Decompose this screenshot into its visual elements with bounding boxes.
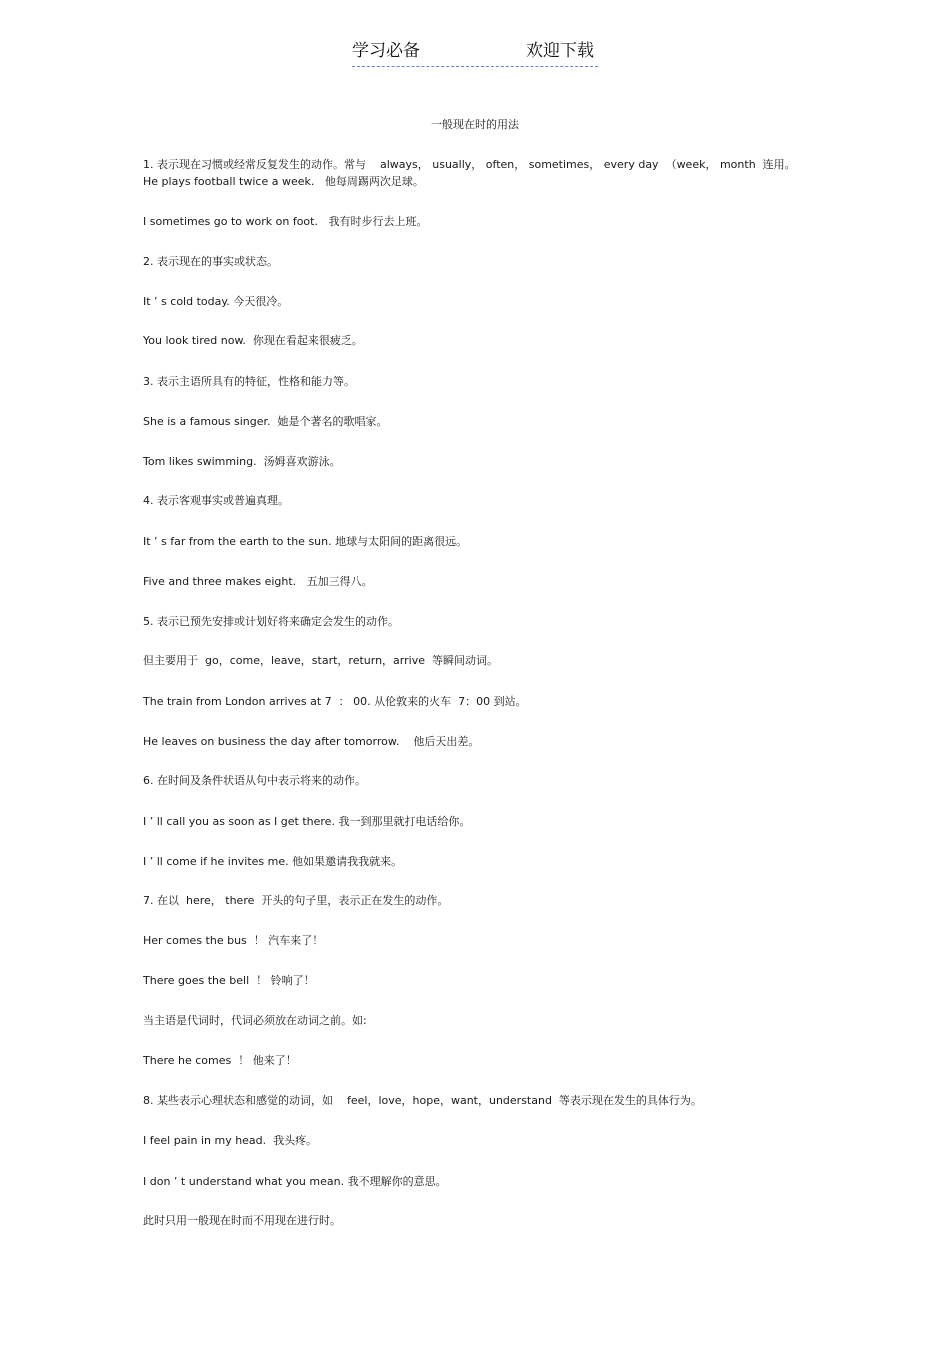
text-line: Tom likes swimming. 汤姆喜欢游泳。 [143,455,341,468]
document-title: 一般现在时的用法 [431,118,519,131]
text-line: 7. 在以 here， there 开头的句子里，表示正在发生的动作。 [143,894,449,907]
text-line: I ’ ll call you as soon as I get there. 我一到那里就打电话给你。 [143,815,471,828]
text-line: He leaves on business the day after tomorrow. 他后天出差。 [143,735,480,748]
text-line: 5. 表示已预先安排或计划好将来确定会发生的动作。 [143,615,399,628]
text-line: 2. 表示现在的事实或状态。 [143,255,278,268]
text-line: 6. 在时间及条件状语从句中表示将来的动作。 [143,774,366,787]
text-line: You look tired now. 你现在看起来很疲乏。 [143,334,363,347]
text-line: There he comes ！ 他来了！ [143,1054,297,1067]
text-line: I ’ ll come if he invites me. 他如果邀请我我就来。 [143,855,403,868]
text-line: Her comes the bus ！ 汽车来了！ [143,934,324,947]
text-line: 当主语是代词时，代词必须放在动词之前。如: [143,1014,367,1027]
header-left-text: 学习必备 [352,41,420,61]
text-line: Five and three makes eight. 五加三得八。 [143,575,373,588]
text-line: There goes the bell ！ 铃响了！ [143,974,315,987]
text-line: It ’ s far from the earth to the sun. 地球与太阳间的距离很远。 [143,535,468,548]
text-line: I don ’ t understand what you mean. 我不理解你的意思。 [143,1175,447,1188]
page-header [352,40,598,67]
text-line: 4. 表示客观事实或普遍真理。 [143,494,289,507]
text-line: It ’ s cold today. 今天很冷。 [143,295,289,308]
text-line: 3. 表示主语所具有的特征，性格和能力等。 [143,375,355,388]
text-line: 此时只用一般现在时而不用现在进行时。 [143,1214,341,1227]
header-right-text: 欢迎下载 [526,41,594,61]
text-line: I feel pain in my head. 我头疼。 [143,1134,318,1147]
text-line: 但主要用于 go，come，leave，start，return，arrive 等瞬间动词。 [143,654,498,667]
text-line: She is a famous singer. 她是个著名的歌唱家。 [143,415,388,428]
text-line: The train from London arrives at 7 ： 00. 从伦敦来的火车 7：00 到站。 [143,695,527,708]
text-line: I sometimes go to work on foot. 我有时步行去上班。 [143,215,428,228]
text-line: He plays football twice a week. 他每周踢两次足球。 [143,175,424,188]
text-line: 8. 某些表示心理状态和感觉的动词，如 feel，love，hope，want，understand 等表示现在发生的具体行为。 [143,1094,702,1107]
text-line: 1. 表示现在习惯或经常反复发生的动作。常与 always， usually， often， sometimes， every day （week， month 连用。 [143,158,796,171]
